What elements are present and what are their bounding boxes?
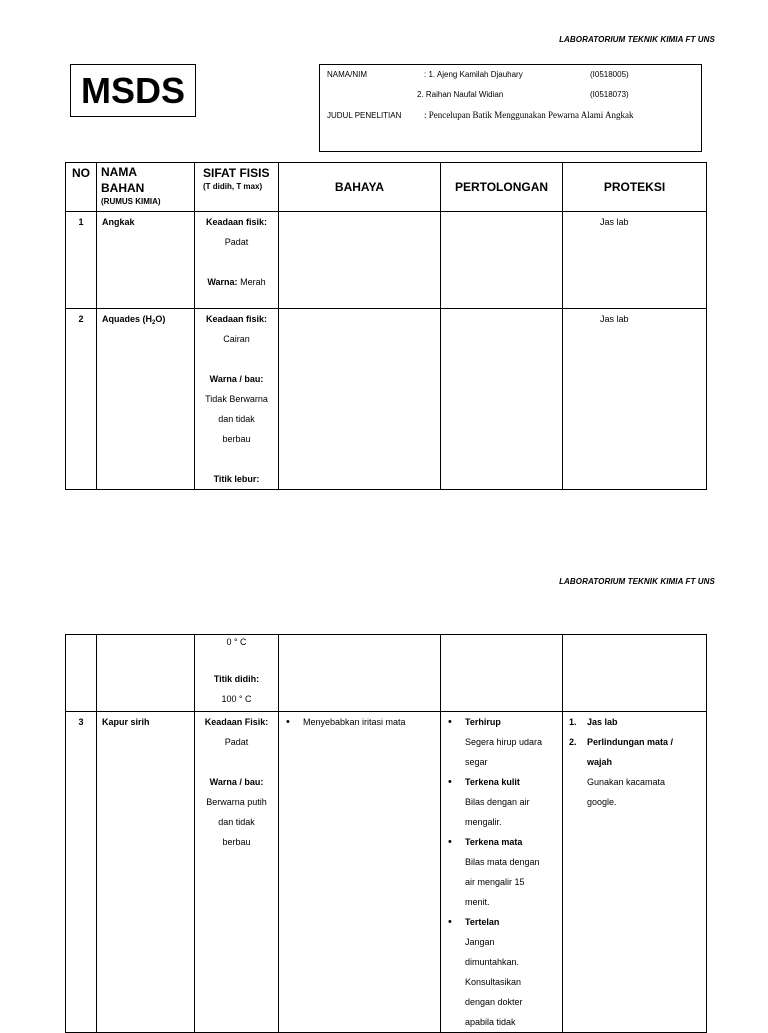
pertolongan-line: dimuntahkan. — [465, 957, 520, 967]
judul-value: : Pencelupan Batik Menggunakan Pewarna Alami Angkak — [424, 110, 634, 120]
row-proteksi: Jas lab — [563, 309, 707, 490]
pertolongan-line: Bilas dengan air — [465, 797, 530, 807]
pertolongan-line: Konsultasikan — [465, 977, 522, 987]
proteksi-title: Perlindungan mata / — [587, 737, 674, 747]
row-no: 2 — [66, 309, 97, 490]
nama-subscript: 2 — [152, 320, 156, 326]
info-box — [319, 64, 702, 152]
pertolongan-line: dengan dokter — [465, 997, 523, 1007]
proteksi-title-2: wajah — [587, 757, 613, 767]
header-nama-2: BAHAN — [101, 181, 145, 195]
nama-suffix: O) — [155, 314, 166, 324]
bahaya-item: • Menyebabkan iritasi mata — [279, 712, 440, 732]
row-no: 1 — [66, 212, 97, 309]
lab-header: LABORATORIUM TEKNIK KIMIA FT UNS — [559, 35, 715, 44]
lab-header: LABORATORIUM TEKNIK KIMIA FT UNS — [559, 577, 715, 586]
pertolongan-item-terkena-kulit — [441, 772, 562, 832]
keadaan-label: Keadaan Fisik: — [204, 717, 269, 727]
header-sifat-title: SIFAT FISIS — [203, 166, 270, 180]
warna-label: Warna: — [207, 277, 238, 287]
titik-didih-label: Titik didih: — [213, 674, 260, 684]
proteksi-item-jas-lab — [563, 712, 706, 732]
header-sifat-sub: (T didih, T max) — [203, 182, 263, 191]
row-sifat-fisis — [195, 635, 279, 712]
pertolongan-item-terkena-mata — [441, 832, 562, 912]
row-pertolongan — [441, 309, 563, 490]
row-proteksi — [563, 712, 707, 1033]
proteksi-number: 1. — [569, 717, 577, 727]
row-sifat-fisis — [195, 712, 279, 1033]
row-pertolongan — [441, 212, 563, 309]
warna-line: Tidak Berwarna — [205, 394, 268, 404]
header-no: NO — [66, 163, 97, 212]
keadaan-value: Cairan — [223, 334, 250, 344]
pertolongan-title: • Terkena mata — [465, 837, 523, 847]
warna-line — [195, 272, 278, 292]
table-row — [66, 212, 707, 309]
pertolongan-line: Segera hirup udara — [465, 737, 543, 747]
proteksi-list — [563, 712, 706, 812]
row-no — [66, 635, 97, 712]
proteksi-title: Jas lab — [587, 717, 618, 727]
pertolongan-line: mengalir. — [465, 817, 502, 827]
row-no: 3 — [66, 712, 97, 1033]
row-pertolongan — [441, 712, 563, 1033]
pertolongan-line: apabila tidak — [465, 1017, 516, 1027]
header-proteksi: PROTEKSI — [563, 163, 707, 212]
keadaan-label: Keadaan fisik: — [205, 217, 268, 227]
proteksi-number: 2. — [569, 737, 577, 747]
header-sifat-fisis — [195, 163, 279, 212]
row-bahaya — [279, 309, 441, 490]
pertolongan-list — [441, 712, 562, 1032]
table-header-row — [66, 163, 707, 212]
row-sifat-fisis — [195, 309, 279, 490]
row-proteksi: Jas lab — [563, 212, 707, 309]
row-bahaya — [279, 635, 441, 712]
judul-label: JUDUL PENELITIAN — [327, 111, 402, 120]
titik-didih-value: 100 ° C — [221, 694, 252, 704]
row-nama-bahan: Kapur sirih — [97, 712, 195, 1033]
warna-label: Warna / bau: — [209, 777, 264, 787]
msds-title-box — [70, 64, 196, 117]
header-bahaya: BAHAYA — [279, 163, 441, 212]
row-nama-bahan: Angkak — [97, 212, 195, 309]
proteksi-line: google. — [587, 797, 617, 807]
nama-prefix: Aquades (H — [102, 314, 153, 324]
student-nim-1: (I0518005) — [590, 70, 629, 79]
warna-line: Berwarna putih — [206, 797, 267, 807]
proteksi-line: Gunakan kacamata — [587, 777, 666, 787]
header-rumus-kimia: (RUMUS KIMIA) — [101, 197, 161, 206]
row-sifat-fisis — [195, 212, 279, 309]
pertolongan-line: menit. — [465, 897, 490, 907]
warna-line: dan tidak — [218, 414, 255, 424]
header-nama-bahan — [97, 163, 195, 212]
pertolongan-title: • Terkena kulit — [465, 777, 520, 787]
pertolongan-item-terhirup — [441, 712, 562, 772]
pertolongan-line: segar — [465, 757, 488, 767]
msds-table-page2 — [65, 634, 707, 1033]
row-bahaya — [279, 212, 441, 309]
keadaan-value: Padat — [224, 737, 249, 747]
table-row — [66, 712, 707, 1033]
student-name-2: 2. Raihan Naufal Widian — [417, 90, 504, 99]
warna-value: Merah — [240, 277, 266, 287]
header-nama-1: NAMA — [101, 165, 137, 179]
row-bahaya — [279, 712, 441, 1033]
nama-label: NAMA/NIM — [327, 70, 367, 79]
student-name-1: : 1. Ajeng Kamilah Djauhary — [424, 70, 523, 79]
table-row — [66, 309, 707, 490]
pertolongan-line: Bilas mata dengan — [465, 857, 540, 867]
row-nama-bahan — [97, 309, 195, 490]
proteksi-item-perlindungan-mata — [563, 732, 706, 812]
pertolongan-title: • Terhirup — [465, 717, 501, 727]
row-proteksi — [563, 635, 707, 712]
pertolongan-item-tertelan — [441, 912, 562, 1032]
msds-title: MSDS — [80, 69, 185, 111]
header-pertolongan: PERTOLONGAN — [441, 163, 563, 212]
pertolongan-line: Jangan — [465, 937, 495, 947]
msds-table-page1 — [65, 162, 707, 490]
keadaan-value: Padat — [224, 237, 249, 247]
warna-label: Warna / bau: — [209, 374, 264, 384]
warna-line: berbau — [222, 837, 251, 847]
pertolongan-title: • Tertelan — [465, 917, 500, 927]
keadaan-label: Keadaan fisik: — [205, 314, 268, 324]
titik-lebur-value: 0 ° C — [226, 637, 247, 647]
warna-line: dan tidak — [218, 817, 255, 827]
bahaya-list — [279, 712, 440, 732]
warna-line: berbau — [222, 434, 251, 444]
table-row-continued — [66, 635, 707, 712]
row-pertolongan — [441, 635, 563, 712]
row-nama-bahan — [97, 635, 195, 712]
student-nim-2: (I0518073) — [590, 90, 629, 99]
titik-lebur-label: Titik lebur: — [213, 474, 260, 484]
pertolongan-line: air mengalir 15 — [465, 877, 525, 887]
